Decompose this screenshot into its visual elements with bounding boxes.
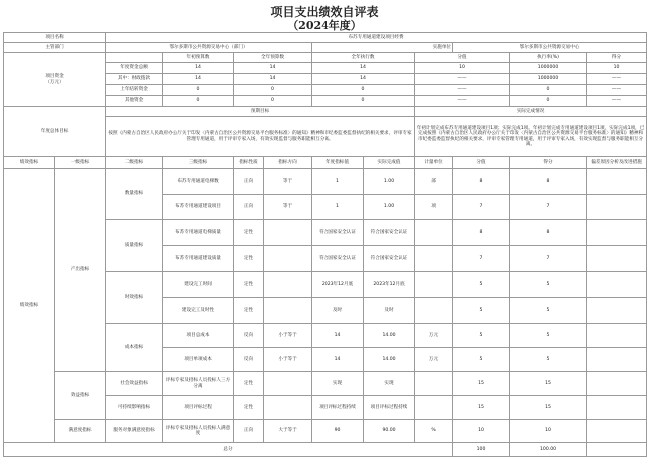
indicator-got: 8: [510, 169, 587, 195]
goals-header-row: [4, 107, 647, 117]
funds-cell: 14: [163, 74, 234, 85]
indicator-target: 符合国家安全认证: [312, 220, 364, 246]
indicator-score: 5: [453, 348, 510, 372]
indicator-unit: 万元: [415, 348, 453, 372]
funds-cell: 0: [234, 96, 312, 107]
indicator-direction: [264, 298, 312, 324]
indicator-target: 符合国家安全认证: [312, 246, 364, 272]
dept-label: 主管部门: [4, 43, 106, 53]
indicator-actual: 90.00: [364, 420, 415, 443]
funds-col-header: 全年执行数: [312, 53, 415, 63]
indicator-unit: 项: [415, 195, 453, 220]
indicator-target: 90: [312, 420, 364, 443]
level2-social: 社会效益指标: [106, 372, 163, 396]
total-row: [4, 443, 647, 457]
indicator-col-header: 计量单位: [415, 157, 453, 169]
evaluation-table: [3, 32, 647, 457]
indicator-actual: 14.00: [364, 324, 415, 348]
funds-cell: 0: [234, 85, 312, 96]
indicator-score: 10: [453, 420, 510, 443]
total-blank: [587, 443, 647, 457]
indicator-row: [4, 169, 647, 195]
indicator-name: 项目总成本: [163, 324, 234, 348]
funds-cell: 0: [163, 85, 234, 96]
indicator-deviation: [587, 372, 647, 396]
funds-cell: 14: [234, 74, 312, 85]
page-title: 项目支出绩效自评表: [270, 5, 379, 19]
funds-cell: 14: [312, 63, 415, 74]
indicator-got: 15: [510, 372, 587, 396]
goals-actual-text: 年初计划完成布苏专用通道建设项目1项；实际完成1项。年初计划完成专用通道建设项目1项，实际完成1项，已完成按照《内蒙古自治区人民政府办公厅关于印发〈内蒙古自治区公共资源交易平台服务标准〉的通知》精神和市纪委监委监督执纪的相关要求，评审专家管理专用通道，用于评审专家入场，有效实现监督与服务职能相互分离。: [415, 117, 647, 157]
indicator-deviation: [587, 420, 647, 443]
indicator-score: 5: [453, 298, 510, 324]
indicator-unit: 万元: [415, 324, 453, 348]
funds-col-header: 年初预算数: [163, 53, 234, 63]
indicator-actual: 符合国家安全认证: [364, 246, 415, 272]
funds-cell: 0: [510, 85, 587, 96]
indicator-score: 7: [453, 246, 510, 272]
indicator-direction: [264, 372, 312, 396]
indicator-direction: 小于等于: [264, 324, 312, 348]
indicator-deviation: [587, 220, 647, 246]
indicator-col-header: 指标方向: [264, 157, 312, 169]
unit-value: 鄂尔多斯市公共资源交易中心: [453, 43, 647, 53]
funds-cell: 14: [312, 74, 415, 85]
indicator-target: 及时: [312, 298, 364, 324]
funds-row-label: 其他资金: [106, 96, 163, 107]
indicator-row: [4, 420, 647, 443]
funds-label: 项目资金 （万元）: [4, 53, 106, 107]
level2-sustainable: 可持续影响指标: [106, 396, 163, 420]
total-label: 总分: [4, 443, 453, 457]
indicator-col-header: 绩效指标: [4, 157, 55, 169]
indicator-unit: [415, 246, 453, 272]
indicator-actual: 2023年12月底: [364, 272, 415, 298]
level2-timeliness: 时效指标: [106, 272, 163, 324]
project-name-value: 布苏专用通道建设项目经费: [106, 33, 647, 43]
indicator-col-header: 年度指标值: [312, 157, 364, 169]
indicator-got: 7: [510, 246, 587, 272]
funds-col-header: 全年预算数: [234, 53, 312, 63]
indicator-got: 8: [510, 220, 587, 246]
indicator-direction: 等于: [264, 169, 312, 195]
indicator-target: 14: [312, 324, 364, 348]
indicator-nature: 定性: [234, 272, 264, 298]
indicator-target: 2023年12月底: [312, 272, 364, 298]
indicator-score: 5: [453, 272, 510, 298]
funds-cell: 1000000: [510, 63, 587, 74]
goals-actual-header: 实际完成情况: [415, 107, 647, 117]
funds-cell: 1000000: [510, 74, 587, 85]
indicator-col-header: 得分: [510, 157, 587, 169]
indicator-unit: [415, 298, 453, 324]
indicator-unit: %: [415, 420, 453, 443]
indicator-direction: 小于等于: [264, 348, 312, 372]
indicator-deviation: [587, 169, 647, 195]
indicator-got: 5: [510, 348, 587, 372]
indicator-actual: 1.00: [364, 169, 415, 195]
funds-col-header: 分值: [415, 53, 510, 63]
indicator-actual: 及时: [364, 298, 415, 324]
level2-cost: 成本指标: [106, 324, 163, 372]
project-name-row: [4, 33, 647, 43]
indicator-actual: 14.00: [364, 348, 415, 372]
indicator-got: 5: [510, 298, 587, 324]
indicator-root-label: 绩效指标: [4, 169, 55, 443]
indicator-name: 建设完工及时性: [163, 298, 234, 324]
funds-cell: 10: [587, 63, 647, 74]
indicator-nature: 定性: [234, 396, 264, 420]
indicator-actual: 符合国家安全认证: [364, 220, 415, 246]
funds-cell: ——: [587, 85, 647, 96]
indicator-got: 7: [510, 195, 587, 220]
total-score: 100: [453, 443, 510, 457]
indicator-deviation: [587, 324, 647, 348]
indicator-nature: 反向: [234, 324, 264, 348]
funds-cell: 14: [163, 63, 234, 74]
level1-output: 产出指标: [55, 169, 106, 372]
goals-label: 年度总体目标: [4, 107, 106, 157]
indicator-name: 布苏专用通道电梯数: [163, 169, 234, 195]
funds-blank-cell: [106, 53, 163, 63]
indicator-col-header: 分值: [453, 157, 510, 169]
goals-planned-text: 按照《内蒙古自治区人民政府办公厅关于印发〈内蒙古自治区公共资源交易平台服务标准〉的通知》精神和市纪委监委监督执纪的相关要求，评审专家管理专用通道，用于评审专家入场，有效实现监督与服务职能相互分离。: [106, 117, 415, 157]
level2-quality: 质量指标: [106, 220, 163, 272]
indicator-nature: 定性: [234, 246, 264, 272]
indicator-row: [4, 372, 647, 396]
indicator-name: 项目评标过程: [163, 396, 234, 420]
indicator-deviation: [587, 246, 647, 272]
indicator-deviation: [587, 298, 647, 324]
indicator-col-header: 三级指标: [163, 157, 234, 169]
goals-planned-header: 预期目标: [106, 107, 415, 117]
project-name-label: 项目名称: [4, 33, 106, 43]
dept-row: [4, 43, 647, 53]
indicator-direction: 大于等于: [264, 420, 312, 443]
indicator-name: 布苏专用通道电梯质量: [163, 220, 234, 246]
indicator-actual: 1.00: [364, 195, 415, 220]
indicator-actual: 实现: [364, 372, 415, 396]
level2-quantity: 数量指标: [106, 169, 163, 220]
indicator-target: 1: [312, 195, 364, 220]
indicator-score: 15: [453, 396, 510, 420]
indicator-got: 15: [510, 396, 587, 420]
indicator-name: 布苏专用通道建设质量: [163, 246, 234, 272]
funds-cell: 0: [312, 96, 415, 107]
funds-row-label: 上年结转资金: [106, 85, 163, 96]
indicator-unit: [415, 372, 453, 396]
indicator-score: 8: [453, 220, 510, 246]
indicator-col-header: 实际完成值: [364, 157, 415, 169]
indicator-nature: 定性: [234, 298, 264, 324]
indicator-name: 评标专家及招标人员投标人满意度: [163, 420, 234, 443]
indicator-direction: [264, 272, 312, 298]
indicator-deviation: [587, 195, 647, 220]
indicator-nature: 定性: [234, 372, 264, 396]
indicator-direction: [264, 220, 312, 246]
indicator-deviation: [587, 272, 647, 298]
indicator-deviation: [587, 348, 647, 372]
total-got: 100.00: [510, 443, 587, 457]
dept-value: 鄂尔多斯市公共资源交易中心（部门）: [106, 43, 312, 53]
level2-service: 服务对象满意度指标: [106, 420, 163, 443]
level1-satisfaction: 满意度指标: [55, 420, 106, 443]
funds-cell: 14: [234, 63, 312, 74]
funds-cell: ——: [415, 85, 510, 96]
funds-cell: 0: [312, 85, 415, 96]
indicator-target: 项目评标过程持续: [312, 396, 364, 420]
indicator-actual: 项目评标过程持续: [364, 396, 415, 420]
indicator-col-header: 指标性质: [234, 157, 264, 169]
indicator-col-header: 偏差原因分析及改进措施: [587, 157, 647, 169]
indicator-unit: [415, 220, 453, 246]
indicator-direction: [264, 396, 312, 420]
indicator-col-header: 一级指标: [55, 157, 106, 169]
funds-cell: 0: [163, 96, 234, 107]
funds-cell: 10: [415, 63, 510, 74]
indicator-nature: 正向: [234, 169, 264, 195]
level1-benefit: 效益指标: [55, 372, 106, 420]
indicator-target: 14: [312, 348, 364, 372]
indicator-score: 15: [453, 372, 510, 396]
indicator-got: 10: [510, 420, 587, 443]
indicator-unit: [415, 272, 453, 298]
indicator-score: 5: [453, 324, 510, 348]
indicator-unit: 部: [415, 169, 453, 195]
unit-label: 实施单位: [312, 43, 453, 53]
indicator-name: 评标专家及招标人员投标人三方分离: [163, 372, 234, 396]
indicator-nature: 正向: [234, 195, 264, 220]
funds-cell: ——: [587, 74, 647, 85]
indicator-nature: 正向: [234, 420, 264, 443]
indicator-direction: 等于: [264, 195, 312, 220]
indicator-target: 实现: [312, 372, 364, 396]
indicator-name: 布苏专用通道建设项目: [163, 195, 234, 220]
funds-cell: ——: [415, 96, 510, 107]
indicator-name: 项目单项成本: [163, 348, 234, 372]
funds-cell: ——: [587, 96, 647, 107]
funds-cell: ——: [415, 74, 510, 85]
indicator-header-row: [4, 157, 647, 169]
indicator-deviation: [587, 396, 647, 420]
indicator-unit: [415, 396, 453, 420]
indicator-score: 7: [453, 195, 510, 220]
indicator-nature: 反向: [234, 348, 264, 372]
indicator-col-header: 二级指标: [106, 157, 163, 169]
indicator-got: 5: [510, 324, 587, 348]
indicator-score: 8: [453, 169, 510, 195]
funds-header-row: [4, 53, 647, 63]
indicator-target: 1: [312, 169, 364, 195]
indicator-name: 建设完工时间: [163, 272, 234, 298]
indicator-nature: 定性: [234, 220, 264, 246]
page-subtitle: （2024年度）: [287, 19, 362, 32]
indicator-got: 5: [510, 272, 587, 298]
funds-col-header: 得分: [587, 53, 647, 63]
funds-col-header: 执行率(%): [510, 53, 587, 63]
indicator-direction: [264, 246, 312, 272]
funds-row-label: 其中：财政拨款: [106, 74, 163, 85]
funds-row-label: 年度资金总额: [106, 63, 163, 74]
funds-cell: 0: [510, 96, 587, 107]
